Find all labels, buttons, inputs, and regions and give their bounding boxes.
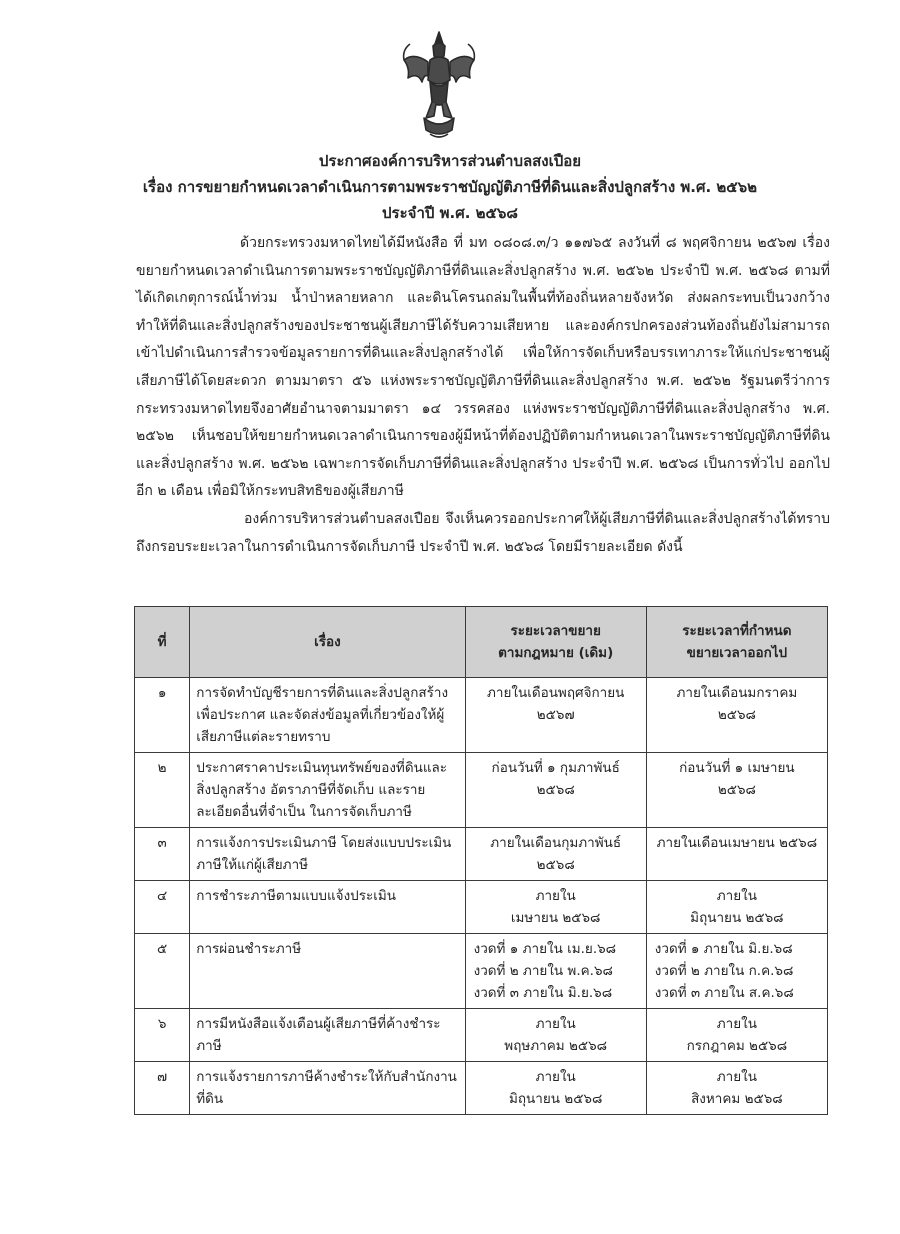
row-old-period: ภายใน พฤษภาคม ๒๕๖๘: [465, 1009, 646, 1062]
row-old-period: ภายในเดือนพฤศจิกายน ๒๕๖๗: [465, 678, 646, 753]
table-row: [135, 934, 828, 1009]
row-subject: ประกาศราคาประเมินทุนทรัพย์ของที่ดินและสิ่งปลูกสร้าง อัตราภาษีที่จัดเก็บ และรายละเอียดอื่นที่จำเป็น ในการจัดเก็บภาษี: [190, 753, 465, 828]
table-row: [135, 1009, 828, 1062]
row-subject: การแจ้งรายการภาษีค้างชำระให้กับสำนักงานที่ดิน: [190, 1062, 465, 1115]
row-number: ๕: [135, 934, 190, 1009]
table-header-row: [135, 607, 828, 678]
table-row: [135, 881, 828, 934]
row-subject: การมีหนังสือแจ้งเตือนผู้เสียภาษีที่ค้างชำระภาษี: [190, 1009, 465, 1062]
table-row: [135, 678, 828, 753]
row-number: ๑: [135, 678, 190, 753]
row-subject: การชำระภาษีตามแบบแจ้งประเมิน: [190, 881, 465, 934]
row-subject: การจัดทำบัญชีรายการที่ดินและสิ่งปลูกสร้างเพื่อประกาศ และจัดส่งข้อมูลที่เกี่ยวข้องให้ผู้เสียภาษีแต่ละรายทราบ: [190, 678, 465, 753]
row-new-period: ภายในเดือนมกราคม ๒๕๖๘: [646, 678, 827, 753]
row-new-period: ภายใน กรกฎาคม ๒๕๖๘: [646, 1009, 827, 1062]
announcement-body: [136, 230, 830, 561]
row-new-period: ภายในเดือนเมษายน ๒๕๖๘: [646, 828, 827, 881]
row-old-period: ภายใน มิถุนายน ๒๕๖๘: [465, 1062, 646, 1115]
row-new-period: ภายใน สิงหาคม ๒๕๖๘: [646, 1062, 827, 1115]
table-row: [135, 753, 828, 828]
row-new-period: งวดที่ ๑ ภายใน มิ.ย.๖๘ งวดที่ ๒ ภายใน ก.ค.๖๘ งวดที่ ๓ ภายใน ส.ค.๖๘: [646, 934, 827, 1009]
row-subject: การผ่อนชำระภาษี: [190, 934, 465, 1009]
table-row: [135, 1062, 828, 1115]
announcement-subject: เรื่อง การขยายกำหนดเวลาดำเนินการตามพระราชบัญญัติภาษีที่ดินและสิ่งปลูกสร้าง พ.ศ. ๒๕๖๒: [142, 178, 758, 196]
header-subject: เรื่อง: [190, 607, 465, 678]
body-paragraph-1: ด้วยกระทรวงมหาดไทยได้มีหนังสือ ที่ มท ๐๘๐๘.๓/ว ๑๑๗๖๕ ลงวันที่ ๘ พฤศจิกายน ๒๕๖๗ เรื่องขยายกำหนดเวลาดำเนินการตามพระราชบัญญัติภาษีที่ดินและสิ่งปลูกสร้าง พ.ศ. ๒๕๖๒ ประจำปี พ.ศ. ๒๕๖๘ ตามที่ ได้เกิดเกตุการณ์น้ำท่วม น้ำป่าหลายหลาก และดินโครนถล่มในพื้นที่ท้องถิ่นหลายจังหวัด ส่งผลกระทบเป็นวงกว้างทำให้ที่ดินและสิ่งปลูกสร้างของประชาชนผู้เสียภาษีได้รับความเสียหาย และองค์กรปกครองส่วนท้องถิ่นยังไม่สามารถเข้าไปดำเนินการสำรวจข้อมูลรายการที่ดินและสิ่งปลูกสร้างได้ เพื่อให้การจัดเก็บหรือบรรเทาภาระให้แก่ประชาชนผู้เสียภาษีได้โดยสะดวก ตามมาตรา ๕๖ แห่งพระราชบัญญัติภาษีที่ดินและสิ่งปลูกสร้าง พ.ศ. ๒๕๖๒ รัฐมนตรีว่าการกระทรวงมหาดไทยจึงอาศัยอำนาจตามมาตรา ๑๔ วรรคสอง แห่งพระราชบัญญัติภาษีที่ดินและสิ่งปลูกสร้าง พ.ศ. ๒๕๖๒ เห็นชอบให้ขยายกำหนดเวลาดำเนินการของผู้มีหน้าที่ต้องปฏิบัติตามกำหนดเวลาในพระราชบัญญัติภาษีที่ดินและสิ่งปลูกสร้าง พ.ศ. ๒๕๖๒ เฉพาะการจัดเก็บภาษีที่ดินและสิ่งปลูกสร้าง ประจำปี พ.ศ. ๒๕๖๘ เป็นการทั่วไป ออกไปอีก ๒ เดือน เพื่อมิให้กระทบสิทธิของผู้เสียภาษี: [136, 235, 830, 500]
row-subject: การแจ้งการประเมินภาษี โดยส่งแบบประเมินภาษีให้แก่ผู้เสียภาษี: [190, 828, 465, 881]
row-old-period: ก่อนวันที่ ๑ กุมภาพันธ์ ๒๕๖๘: [465, 753, 646, 828]
table-row: [135, 828, 828, 881]
garuda-emblem: [400, 30, 478, 142]
row-old-period: ภายใน เมษายน ๒๕๖๘: [465, 881, 646, 934]
body-paragraph-2: องค์การบริหารส่วนตำบลสงเปือย จึงเห็นควรออกประกาศให้ผู้เสียภาษีที่ดินและสิ่งปลูกสร้างได้ทราบถึงกรอบระยะเวลาในการดำเนินการจัดเก็บภาษี ประจำปี พ.ศ. ๒๕๖๘ โดยมีรายละเอียด ดังนี้: [136, 510, 830, 555]
row-number: ๔: [135, 881, 190, 934]
row-number: ๖: [135, 1009, 190, 1062]
row-new-period: ภายใน มิถุนายน ๒๕๖๘: [646, 881, 827, 934]
announcement-issuer: ประกาศองค์การบริหารส่วนตำบลสงเปือย: [318, 152, 582, 170]
row-number: ๒: [135, 753, 190, 828]
header-old-period: ระยะเวลาขยาย ตามกฎหมาย (เดิม): [465, 607, 646, 678]
header-new-period: ระยะเวลาที่กำหนด ขยายเวลาออกไป: [646, 607, 827, 678]
row-number: ๗: [135, 1062, 190, 1115]
header-no: ที่: [135, 607, 190, 678]
announcement-header: [120, 148, 780, 226]
schedule-table: [134, 606, 828, 1115]
row-new-period: ก่อนวันที่ ๑ เมษายน ๒๕๖๘: [646, 753, 827, 828]
row-old-period: ภายในเดือนกุมภาพันธ์ ๒๕๖๘: [465, 828, 646, 881]
row-number: ๓: [135, 828, 190, 881]
row-old-period: งวดที่ ๑ ภายใน เม.ย.๖๘ งวดที่ ๒ ภายใน พ.ค.๖๘ งวดที่ ๓ ภายใน มิ.ย.๖๘: [465, 934, 646, 1009]
announcement-year: ประจำปี พ.ศ. ๒๕๖๘: [382, 204, 518, 222]
